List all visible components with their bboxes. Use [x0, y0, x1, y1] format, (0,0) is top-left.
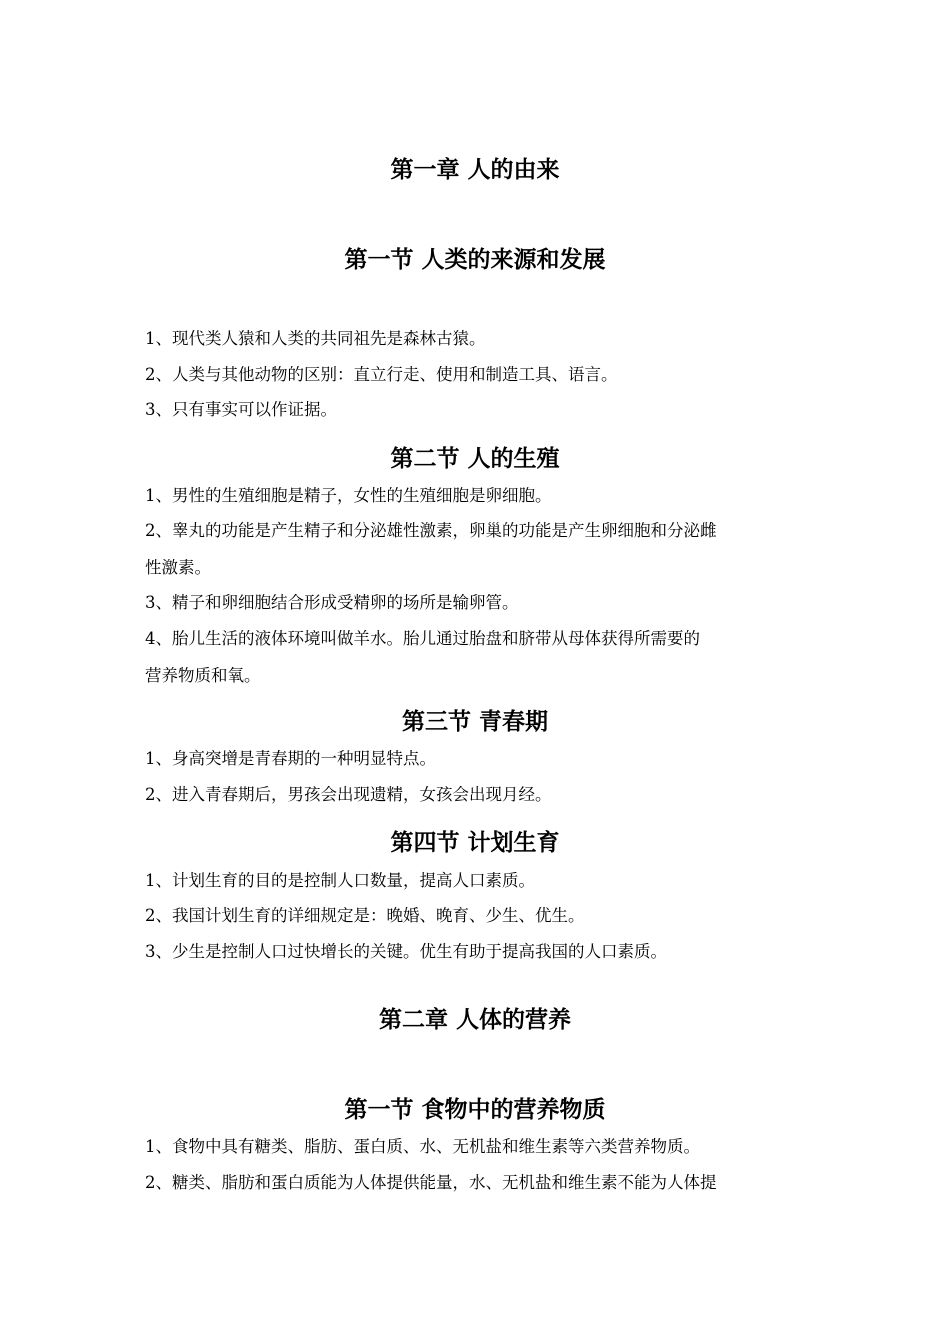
ch1-s1-item-3: 3、只有事实可以作证据。: [145, 400, 337, 419]
ch1-s1-item-1: 1、现代类人猿和人类的共同祖先是森林古猿。: [145, 329, 486, 348]
ch1-s2-item-2-cont: 性激素。: [145, 558, 211, 577]
ch1-s1-item-2: 2、人类与其他动物的区别：直立行走、使用和制造工具、语言。: [145, 365, 618, 384]
ch1-s3-item-1: 1、身高突增是青春期的一种明显特点。: [145, 749, 436, 768]
ch1-section-3-title: 第三节 青春期: [401, 709, 548, 735]
ch1-s2-item-4: 4、胎儿生活的液体环境叫做羊水。胎儿通过胎盘和脐带从母体获得所需要的: [145, 629, 700, 648]
ch1-s4-item-1: 1、计划生育的目的是控制人口数量，提高人口素质。: [145, 871, 535, 890]
ch2-s1-item-1: 1、食物中具有糖类、脂肪、蛋白质、水、无机盐和维生素等六类营养物质。: [145, 1137, 700, 1156]
chapter-1-title: 第一章 人的由来: [390, 157, 560, 183]
ch1-s2-item-1: 1、男性的生殖细胞是精子，女性的生殖细胞是卵细胞。: [145, 486, 552, 505]
ch2-section-1-title: 第一节 食物中的营养物质: [344, 1097, 606, 1123]
ch1-section-1-title: 第一节 人类的来源和发展: [344, 247, 606, 273]
ch1-s4-item-2: 2、我国计划生育的详细规定是：晚婚、晚育、少生、优生。: [145, 906, 585, 925]
chapter-2-title: 第二章 人体的营养: [378, 1007, 571, 1033]
ch1-s2-item-2: 2、睾丸的功能是产生精子和分泌雄性激素，卵巢的功能是产生卵细胞和分泌雌: [145, 521, 717, 540]
ch1-s2-item-3: 3、精子和卵细胞结合形成受精卵的场所是输卵管。: [145, 593, 519, 612]
ch1-section-2-title: 第二节 人的生殖: [390, 446, 560, 472]
ch2-s1-item-2: 2、糖类、脂肪和蛋白质能为人体提供能量，水、无机盐和维生素不能为人体提: [145, 1173, 717, 1192]
ch1-s3-item-2: 2、进入青春期后，男孩会出现遗精，女孩会出现月经。: [145, 785, 552, 804]
ch1-s2-item-4-cont: 营养物质和氧。: [145, 666, 261, 685]
ch1-section-4-title: 第四节 计划生育: [390, 830, 560, 856]
ch1-s4-item-3: 3、少生是控制人口过快增长的关键。优生有助于提高我国的人口素质。: [145, 942, 667, 961]
